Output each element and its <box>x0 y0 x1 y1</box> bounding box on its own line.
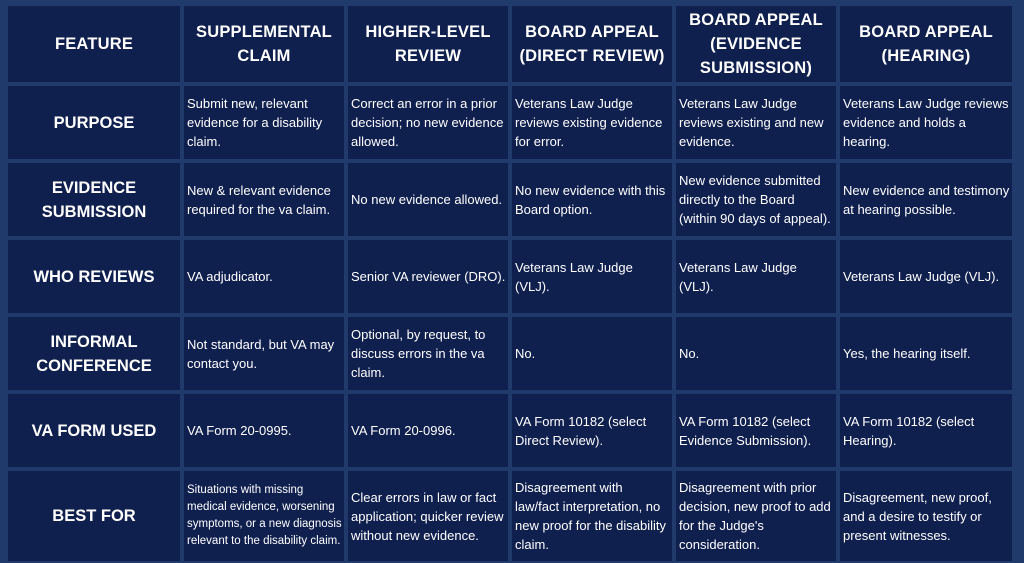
table-cell <box>184 394 344 467</box>
header-label: BOARD APPEAL (DIRECT REVIEW) <box>519 23 665 65</box>
row-label: VA FORM USED <box>31 421 157 440</box>
row-label-evidence-submission <box>8 163 180 236</box>
header-cell-board-hearing <box>840 6 1012 82</box>
table-cell <box>676 163 836 236</box>
cell-text: VA Form 10182 (select Direct Review). <box>515 413 647 448</box>
table-cell <box>676 394 836 467</box>
table-cell <box>840 240 1012 313</box>
cell-text: No. <box>679 346 700 361</box>
row-label: INFORMAL CONFERENCE <box>36 332 152 375</box>
row-label-purpose <box>8 86 180 159</box>
header-cell-feature <box>8 6 180 82</box>
table-cell <box>348 394 508 467</box>
row-label-who-reviews <box>8 240 180 313</box>
cell-text: Not standard, but VA may contact you. <box>187 336 335 371</box>
header-label: SUPPLEMENTAL CLAIM <box>196 23 332 65</box>
table-cell <box>512 317 672 390</box>
cell-text: VA Form 10182 (select Evidence Submission). <box>679 413 812 448</box>
header-label: BOARD APPEAL (EVIDENCE SUBMISSION) <box>689 11 823 77</box>
table-cell <box>512 394 672 467</box>
header-label: HIGHER-LEVEL REVIEW <box>365 23 491 65</box>
table-cell <box>840 471 1012 561</box>
table-cell <box>184 317 344 390</box>
cell-text: Correct an error in a prior decision; no new evidence allowed. <box>351 96 504 149</box>
cell-text: VA Form 20-0995. <box>187 423 292 438</box>
row-label-va-form-used <box>8 394 180 467</box>
cell-text: New evidence submitted directly to the Board (within 90 days of appeal). <box>679 173 831 226</box>
cell-text: Clear errors in law or fact application; quicker review without new evidence. <box>351 489 504 543</box>
row-label-informal-conference <box>8 317 180 390</box>
header-label: FEATURE <box>54 35 134 53</box>
cell-text: Veterans Law Judge (VLJ). <box>843 269 1000 284</box>
table-cell <box>840 317 1012 390</box>
table-cell <box>512 471 672 561</box>
table-cell <box>184 471 344 561</box>
cell-text: VA adjudicator. <box>187 269 273 284</box>
header-cell-supplemental-claim <box>184 6 344 82</box>
cell-text: New & relevant evidence required for the va claim. <box>187 182 331 217</box>
cell-text: Disagreement with prior decision, new proof to add for the Judge's consideration. <box>679 480 831 552</box>
table-cell <box>348 471 508 561</box>
row-label: WHO REVIEWS <box>33 267 155 286</box>
cell-text: New evidence and testimony at hearing possible. <box>843 182 1010 217</box>
table-cell <box>184 163 344 236</box>
header-cell-higher-level-review <box>348 6 508 82</box>
cell-text: Veterans Law Judge reviews evidence and holds a hearing. <box>843 96 1009 149</box>
cell-text: VA Form 20-0996. <box>351 423 456 438</box>
cell-text: Veterans Law Judge reviews existing and new evidence. <box>679 96 824 149</box>
table-cell <box>676 240 836 313</box>
cell-text: Yes, the hearing itself. <box>843 346 971 361</box>
table-cell <box>512 240 672 313</box>
header-cell-board-direct-review <box>512 6 672 82</box>
row-label: BEST FOR <box>52 507 136 525</box>
table-cell <box>348 240 508 313</box>
cell-text: Disagreement with law/fact interpretation, no new proof for the disability claim. <box>515 480 667 552</box>
table-cell <box>676 471 836 561</box>
cell-text: Veterans Law Judge reviews existing evidence for error. <box>515 96 663 149</box>
table-cell <box>512 86 672 159</box>
table-cell <box>184 86 344 159</box>
cell-text: Submit new, relevant evidence for a disability claim. <box>187 96 323 149</box>
table-cell <box>840 86 1012 159</box>
table-cell <box>676 86 836 159</box>
cell-text: Situations with missing medical evidence, worsening symptoms, or a new diagnosis relevant to the disability claim. <box>187 484 342 547</box>
table-cell <box>184 240 344 313</box>
cell-text: No new evidence with this Board option. <box>515 182 666 217</box>
cell-text: No new evidence allowed. <box>351 192 503 207</box>
comparison-table <box>8 6 1016 557</box>
row-label-best-for <box>8 471 180 561</box>
table-cell <box>348 317 508 390</box>
cell-text: No. <box>515 346 536 361</box>
header-label: BOARD APPEAL (HEARING) <box>859 23 993 65</box>
row-label: PURPOSE <box>53 113 135 132</box>
table-cell <box>676 317 836 390</box>
cell-text: Veterans Law Judge (VLJ). <box>679 259 797 294</box>
cell-text: VA Form 10182 (select Hearing). <box>843 413 975 448</box>
cell-text: Optional, by request, to discuss errors in the va claim. <box>351 327 486 380</box>
table-cell <box>348 86 508 159</box>
cell-text: Senior VA reviewer (DRO). <box>351 269 506 284</box>
cell-text: Veterans Law Judge (VLJ). <box>515 259 633 294</box>
header-cell-board-evidence-submission <box>676 6 836 82</box>
row-label: EVIDENCE SUBMISSION <box>41 178 147 221</box>
table-cell <box>840 394 1012 467</box>
table-cell <box>348 163 508 236</box>
cell-text: Disagreement, new proof, and a desire to testify or present witnesses. <box>843 489 992 543</box>
table-cell <box>512 163 672 236</box>
table-cell <box>840 163 1012 236</box>
